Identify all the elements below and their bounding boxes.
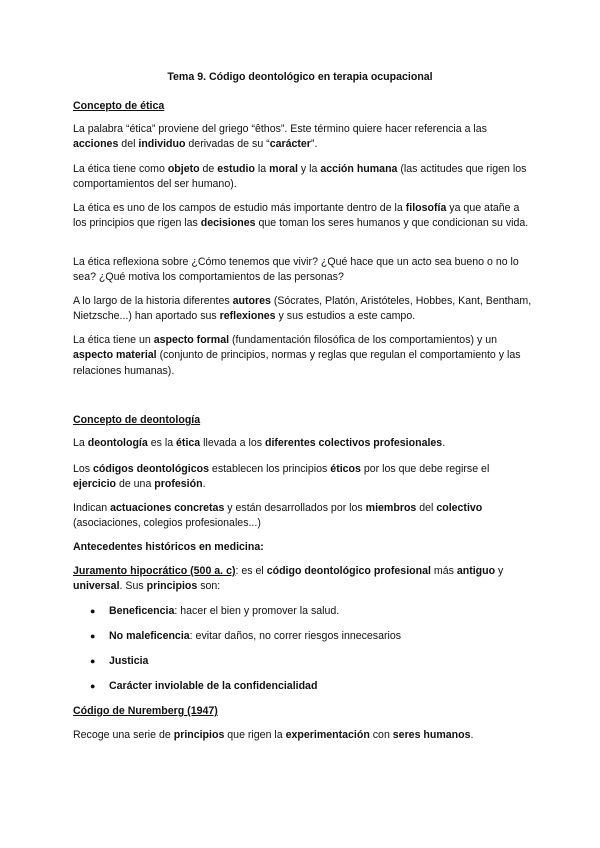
bullet-icon: ● bbox=[90, 656, 96, 666]
paragraph: La ética tiene un aspecto formal (fundamentación filosófica de los comportamientos) y un aspecto material (conjunto de principios, normas y reglas que regulan el comportamiento y las relaciones humanas). bbox=[73, 334, 521, 377]
paragraph: La ética reflexiona sobre ¿Cómo tenemos que vivir? ¿Qué hace que un acto sea bueno o no lo sea? ¿Qué motiva los comportamientos de las personas? bbox=[73, 256, 519, 284]
bullet-icon: ● bbox=[90, 606, 96, 616]
paragraph: Recoge una serie de principios que rigen la experimentación con seres humanos. bbox=[73, 729, 474, 741]
paragraph: La ética es uno de los campos de estudio más importante dentro de la filosofía ya que atañe a los principios que rigen las decisiones que toman los seres humanos y que condicionan su vida. bbox=[73, 202, 529, 230]
paragraph: Los códigos deontológicos establecen los principios éticos por los que debe regirse el ejercicio de una profesión. bbox=[73, 463, 490, 491]
heading-concepto-deontologia: Concepto de deontología bbox=[73, 414, 201, 426]
heading-nuremberg: Código de Nuremberg (1947) bbox=[73, 705, 218, 717]
paragraph: Indican actuaciones concretas y están desarrollados por los miembros del colectivo (asociaciones, colegios profesionales...) bbox=[73, 502, 483, 530]
bullet-icon: ● bbox=[90, 631, 96, 641]
document-title: Tema 9. Código deontológico en terapia ocupacional bbox=[167, 71, 433, 83]
heading-concepto-etica: Concepto de ética bbox=[73, 100, 165, 112]
paragraph-juramento: Juramento hipocrático (500 a. c): es el código deontológico profesional más antiguo y universal. Sus principios son: bbox=[73, 565, 504, 593]
paragraph: La deontología es la ética llevada a los diferentes colectivos profesionales. bbox=[73, 437, 446, 449]
paragraph: La ética tiene como objeto de estudio la moral y la acción humana (las actitudes que rigen los comportamientos del ser humano). bbox=[73, 163, 527, 191]
bullet-icon: ● bbox=[90, 681, 96, 691]
subheading-antecedentes: Antecedentes históricos en medicina: bbox=[73, 541, 264, 553]
paragraph: La palabra “ética” proviene del griego “êthos”. Este término quiere hacer referencia a las acciones del individuo derivadas de su “carácter”. bbox=[73, 123, 487, 151]
paragraph: A lo largo de la historia diferentes autores (Sócrates, Platón, Aristóteles, Hobbes, Kant, Bentham, Nietzsche...) han aportado sus reflexiones y sus estudios a este campo. bbox=[73, 295, 532, 323]
document-page: Tema 9. Código deontológico en terapia ocupacional Concepto de ética La palabra “ética” proviene del griego “êthos”. Este término quiere hacer referencia a las acciones del individuo derivadas de su “carácter”. La ética tiene como objeto de estudio la moral y la acción humana (las actitudes que rigen los comportamientos del ser humano). La ética es uno de los campos de estudio más importante dentro de la filosofía ya que atañe a los principios que rigen las decisiones que toman los seres humanos y que condicionan su vida. La ética reflexiona sobre ¿Cómo tenemos que vivir? ¿Qué hace que un acto sea bueno o no lo sea? ¿Qué motiva los comportamientos de las personas? A lo largo de la historia diferentes autores (Sócrates, Platón, Aristóteles, Hobbes, Kant, Bentham, Nietzsche...) han aportado sus reflexiones y sus estudios a este campo. La ética tiene un aspecto formal (fundamentación filosófica de los comportamientos) y un aspecto material (conjunto de principios, normas y reglas que regulan el comportamiento y las relaciones humanas). Concepto de deontología La deontología es la ética llevada a los diferentes colectivos profesionales. Los códigos deontológicos establecen los principios éticos por los que debe regirse el ejercicio de una profesión. Indican actuaciones concretas y están desarrollados por los miembros del colectivo (asociaciones, colegios profesionales...) Antecedentes históricos en medicina: Juramento hipocrático (500 a. c): es el código deontológico profesional más antiguo y universal. Sus principios son: ● Beneficencia: hacer el bien y promover la salud. ● No maleficencia: evitar daños, no correr riesgos innecesarios ● Justicia ● Carácter inviolable de la confidencialidad Código de Nuremberg (1947) Recoge una serie de principios que rigen la experimentación con seres humanos. bbox=[0, 0, 600, 848]
